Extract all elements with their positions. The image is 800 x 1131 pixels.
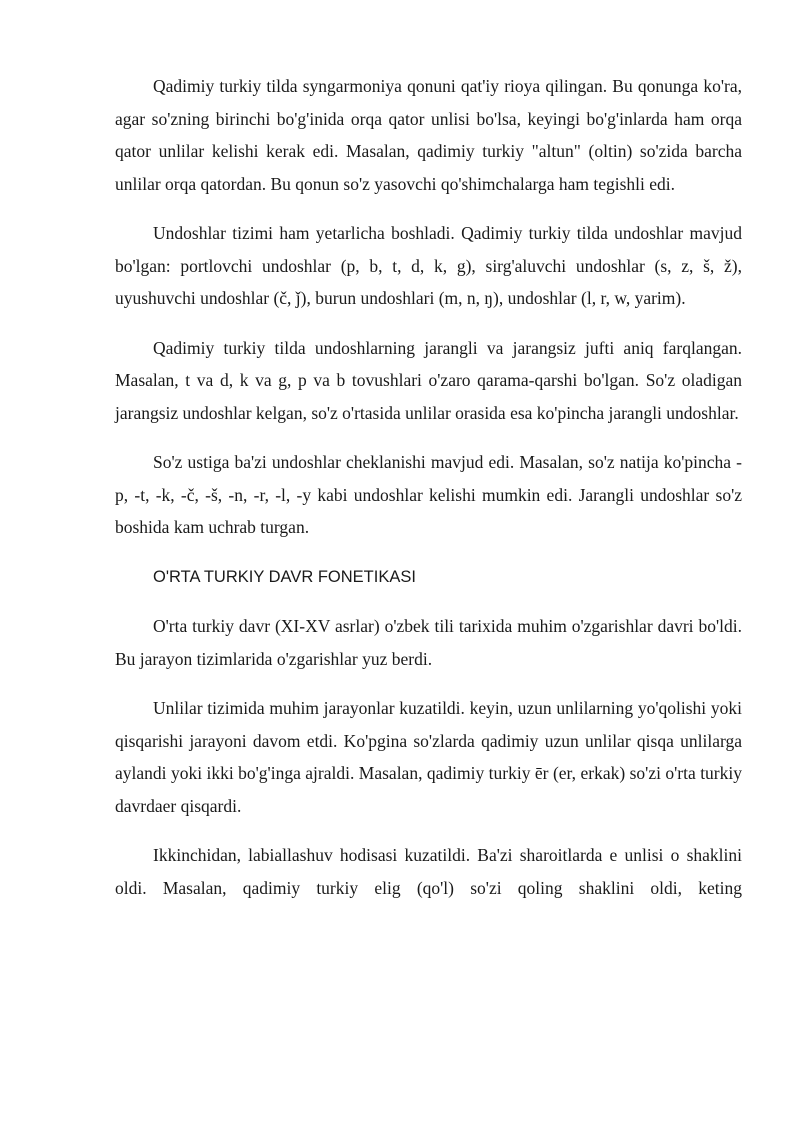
paragraph-consonant-restrictions: So'z ustiga ba'zi undoshlar cheklanishi mavjud edi. Masalan, so'z natija ko'pincha -p, -t, -k, -č, -š, -n, -r, -l, -y kabi undoshlar kelishi mumkin edi. Jarangli undoshlar so'z boshida kam uchrab turgan. (115, 452, 742, 537)
paragraph-syngarmonism: Qadimiy turkiy tilda syngarmoniya qonuni qat'iy rioya qilingan. Bu qonunga ko'ra, agar so'zning birinchi bo'g'inida orqa qator unlisi bo'lsa, keyingi bo'g'inlarda ham orqa qator unlilar kelishi kerak edi. Masalan, qadimiy turkiy "altun" (oltin) so'zida barcha unlilar orqa qatordan. Bu qonun so'z yasovchi qo'shimchalarga ham tegishli edi. (115, 76, 742, 194)
paragraph-consonant-system: Undoshlar tizimi ham yetarlicha boshladi. Qadimiy turkiy tilda undoshlar mavjud bo'lgan: portlovchi undoshlar (p, b, t, d, k, g), sirg'aluvchi undoshlar (s, z, š, ž), uyushuvchi undoshlar (č, ǰ), burun undoshlari (m, n, ŋ), undoshlar (l, r, w, yarim). (115, 223, 742, 308)
paragraph-voiced-voiceless: Qadimiy turkiy tilda undoshlarning jarangli va jarangsiz jufti aniq farqlangan. Masalan, t va d, k va g, p va b tovushlari o'zaro qarama-qarshi bo'lgan. So'z oladigan jarangsiz undoshlar kelgan, so'z o'rtasida unlilar orasida esa ko'pincha jarangli undoshlar. (115, 337, 742, 423)
paragraph-middle-turkic-intro: O'rta turkiy davr (XI-XV asrlar) o'zbek tili tarixida muhim o'zgarishlar davri bo'ldi. Bu jarayon tizimlarida o'zgarishlar yuz berdi. (115, 616, 742, 669)
paragraph-labialization: Ikkinchidan, labiallashuv hodisasi kuzatildi. Ba'zi sharoitlarda e unlisi o shaklini oldi. Masalan, qadimiy turkiy elig (qo'l) so'zi qoling shaklini oldi, keting (115, 845, 742, 898)
paragraph-vowel-system: Unlilar tizimida muhim jarayonlar kuzatildi. keyin, uzun unlilarning yo'qolishi yoki qisqarishi jarayoni davom etdi. Ko'pgina so'zlarda qadimiy uzun unlilar qisqa unlilarga aylandi yoki ikki bo'g'inga ajraldi. Masalan, qadimiy turkiy ēr (er, erkak) so'zi o'rta turkiy davrdaer qisqardi. (115, 698, 742, 816)
document-page (115, 70, 742, 904)
section-heading: O'RTA TURKIY DAVR FONETIKASI (153, 567, 416, 586)
